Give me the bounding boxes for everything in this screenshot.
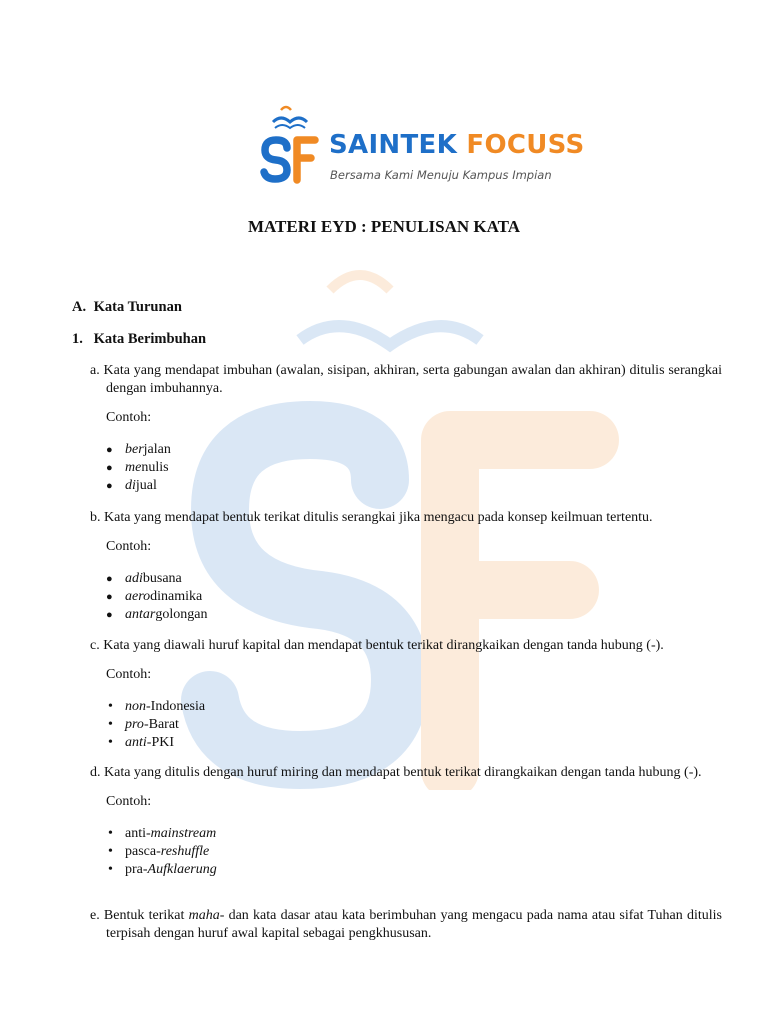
brand-name-part2: FOCUSS [466,130,585,160]
document-title: MATERI EYD : PENULISAN KATA [247,217,521,236]
example-italic: reshuffle [160,844,210,859]
example-rest: nulis [141,460,169,475]
example-rest: -Indonesia [146,699,206,714]
rule-text-before: e. Bentuk terikat [90,908,189,923]
section-title: Kata Turunan [93,299,182,315]
example-rest: jalan [143,442,171,457]
example-rest: jual [135,478,157,493]
example-italic: adi [125,571,143,586]
subsection-title: Kata Berimbuhan [93,331,207,347]
example-italic: ber [125,442,144,457]
contoh-label: Contoh: [106,794,152,809]
example-list [106,441,722,495]
example-list [106,698,722,752]
brand-name-part1: SAINTEK [329,130,458,160]
example-rest: -Barat [143,717,179,732]
list-item [106,716,722,734]
list-item [106,441,722,459]
section-letter: A. [72,299,87,315]
example-italic: anti [125,735,147,750]
contoh-label: Contoh: [106,410,152,425]
example-rest: golongan [155,607,208,622]
rule-text: a. Kata yang mendapat imbuhan (awalan, sisipan, akhiran, serta gabungan awalan dan akhiran) ditulis serangkai dengan imbuhannya. [90,363,722,396]
rule-item-d [90,764,722,879]
list-item [106,734,722,752]
rule-item-b [90,509,722,624]
section-heading [72,299,182,316]
example-italic: mainstream [150,826,217,841]
example-plain: pra- [125,862,148,877]
rule-item-c [90,637,722,752]
example-plain: anti- [125,826,151,841]
brand-tagline: Bersama Kami Menuju Kampus Impian [330,168,552,182]
brand-logo [259,102,585,184]
list-item [106,570,722,588]
contoh-label: Contoh: [106,667,152,682]
rule-text-italic: maha- [188,908,225,923]
list-item [106,606,722,624]
example-plain: pasca- [125,844,161,859]
sf-book-logo-icon [259,102,321,184]
list-item [106,588,722,606]
example-list [106,570,722,624]
contoh-label: Contoh: [106,539,152,554]
example-italic: me [125,460,142,475]
list-item [106,459,722,477]
list-item [106,825,722,843]
example-italic: aero [125,589,151,604]
example-italic: pro [125,717,144,732]
rule-item-e [90,907,722,943]
example-list [106,825,722,879]
list-item [106,843,722,861]
list-item [106,861,722,879]
example-italic: non [125,699,146,714]
list-item [106,698,722,716]
example-italic: Aufklaerung [147,862,217,877]
rule-text [90,907,722,943]
example-rest: dinamika [150,589,203,604]
subsection-heading [72,331,206,348]
rule-text: b. Kata yang mendapat bentuk terikat ditulis serangkai jika mengacu pada konsep keilmuan tertentu. [90,510,653,525]
example-italic: di [125,478,136,493]
rule-item-a [90,362,722,495]
example-rest: busana [142,571,182,586]
brand-name [329,132,585,158]
example-rest: -PKI [146,735,175,750]
rule-text-after: dan kata dasar atau kata berimbuhan yang mengacu pada nama atau sifat Tuhan ditulis terpisah dengan huruf awal kapital sebagai pengkhususan. [106,908,723,941]
example-italic: antar [125,607,156,622]
subsection-number: 1. [72,331,83,347]
rule-text: c. Kata yang diawali huruf kapital dan mendapat bentuk terikat dirangkaikan dengan tanda hubung (-). [90,638,664,653]
list-item [106,477,722,495]
rule-text: d. Kata yang ditulis dengan huruf miring dan mendapat bentuk terikat dirangkaikan dengan tanda hubung (-). [90,765,702,780]
